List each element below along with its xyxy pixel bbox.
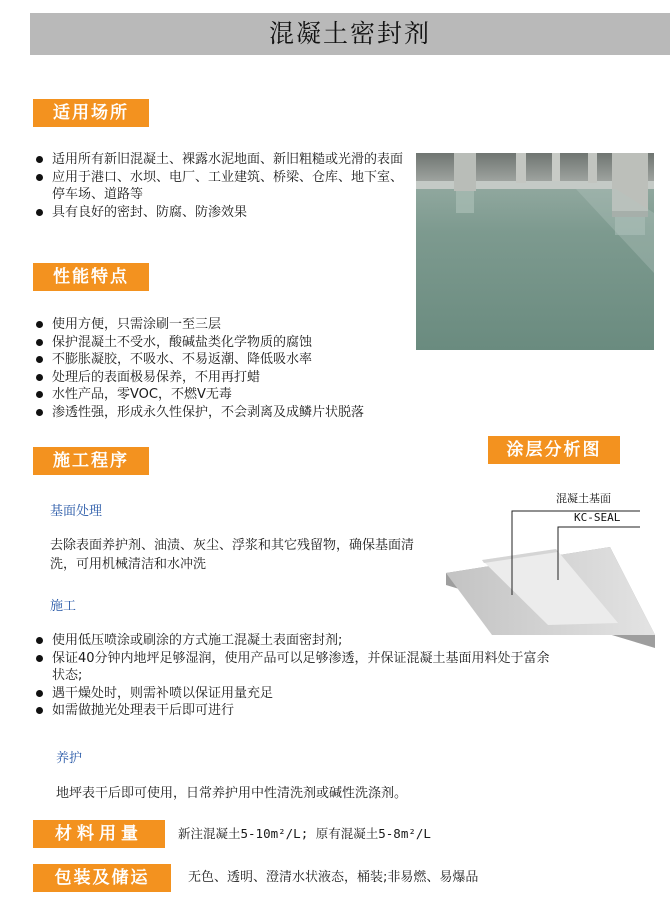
list-item: 渗透性强，形成永久性保护，不会剥离及成鳞片状脱落 (34, 404, 474, 422)
diagram-tag: 涂层分析图 (488, 436, 620, 464)
coating-diagram (440, 485, 660, 650)
list-item: 遇干燥处时，则需补喷以保证用量充足 (34, 685, 554, 703)
section-tag-application: 适用场所 (33, 99, 149, 127)
packaging-text: 无色、透明、澄清水状液态，桶装;非易燃、易爆品 (188, 870, 479, 885)
section-tag-packaging: 包装及储运 (33, 864, 171, 892)
coating-diagram-graphic (440, 485, 660, 650)
substrate-text: 去除表面养护剂、油渍、灰尘、浮浆和其它残留物，确保基面清洗，可用机械清洁和水冲洗 (50, 538, 415, 572)
section-tag-features: 性能特点 (33, 263, 149, 291)
maintenance-heading: 养护 (56, 751, 83, 766)
list-item: 水性产品，零VOC，不燃V无毒 (34, 386, 474, 404)
list-item: 适用所有新旧混凝土、裸露水泥地面、新旧粗糙或光滑的表面 (34, 151, 406, 169)
list-item: 如需做抛光处理表干后即可进行 (34, 702, 554, 720)
diagram-label-sealant: KC-SEAL (574, 511, 621, 524)
diagram-label-substrate: 混凝土基面 (556, 492, 611, 505)
list-item: 使用低压喷涂或刷涂的方式施工混凝土表面密封剂; (34, 632, 554, 650)
list-item: 保证40分钟内地坪足够湿润，使用产品可以足够渗透，并保证混凝土基面用料处于富余状态; (34, 650, 554, 685)
section-tag-procedure: 施工程序 (33, 447, 149, 475)
list-item: 使用方便，只需涂刷一至三层 (34, 316, 474, 334)
list-item: 处理后的表面极易保养，不用再打蜡 (34, 369, 474, 387)
maintenance-text: 地坪表干后即可使用，日常养护用中性清洗剂或碱性洗涤剂。 (56, 786, 408, 801)
title-bar (30, 13, 670, 55)
list-item: 保护混凝土不受水，酸碱盐类化学物质的腐蚀 (34, 334, 474, 352)
application-list (34, 151, 406, 221)
list-item: 应用于港口、水坝、电厂、工业建筑、桥梁、仓库、地下室、停车场、道路等 (34, 169, 406, 204)
section-tag-coverage: 材料用量 (33, 820, 165, 848)
page-title: 混凝土密封剂 (268, 19, 431, 48)
coverage-text: 新注混凝土5-10m²/L; 原有混凝土5-8m²/L (178, 826, 431, 841)
substrate-heading: 基面处理 (50, 504, 103, 519)
list-item: 具有良好的密封、防腐、防渗效果 (34, 204, 406, 222)
features-list (34, 316, 474, 422)
construction-heading: 施工 (50, 599, 77, 614)
list-item: 不膨胀凝胶，不吸水、不易返潮、降低吸水率 (34, 351, 474, 369)
